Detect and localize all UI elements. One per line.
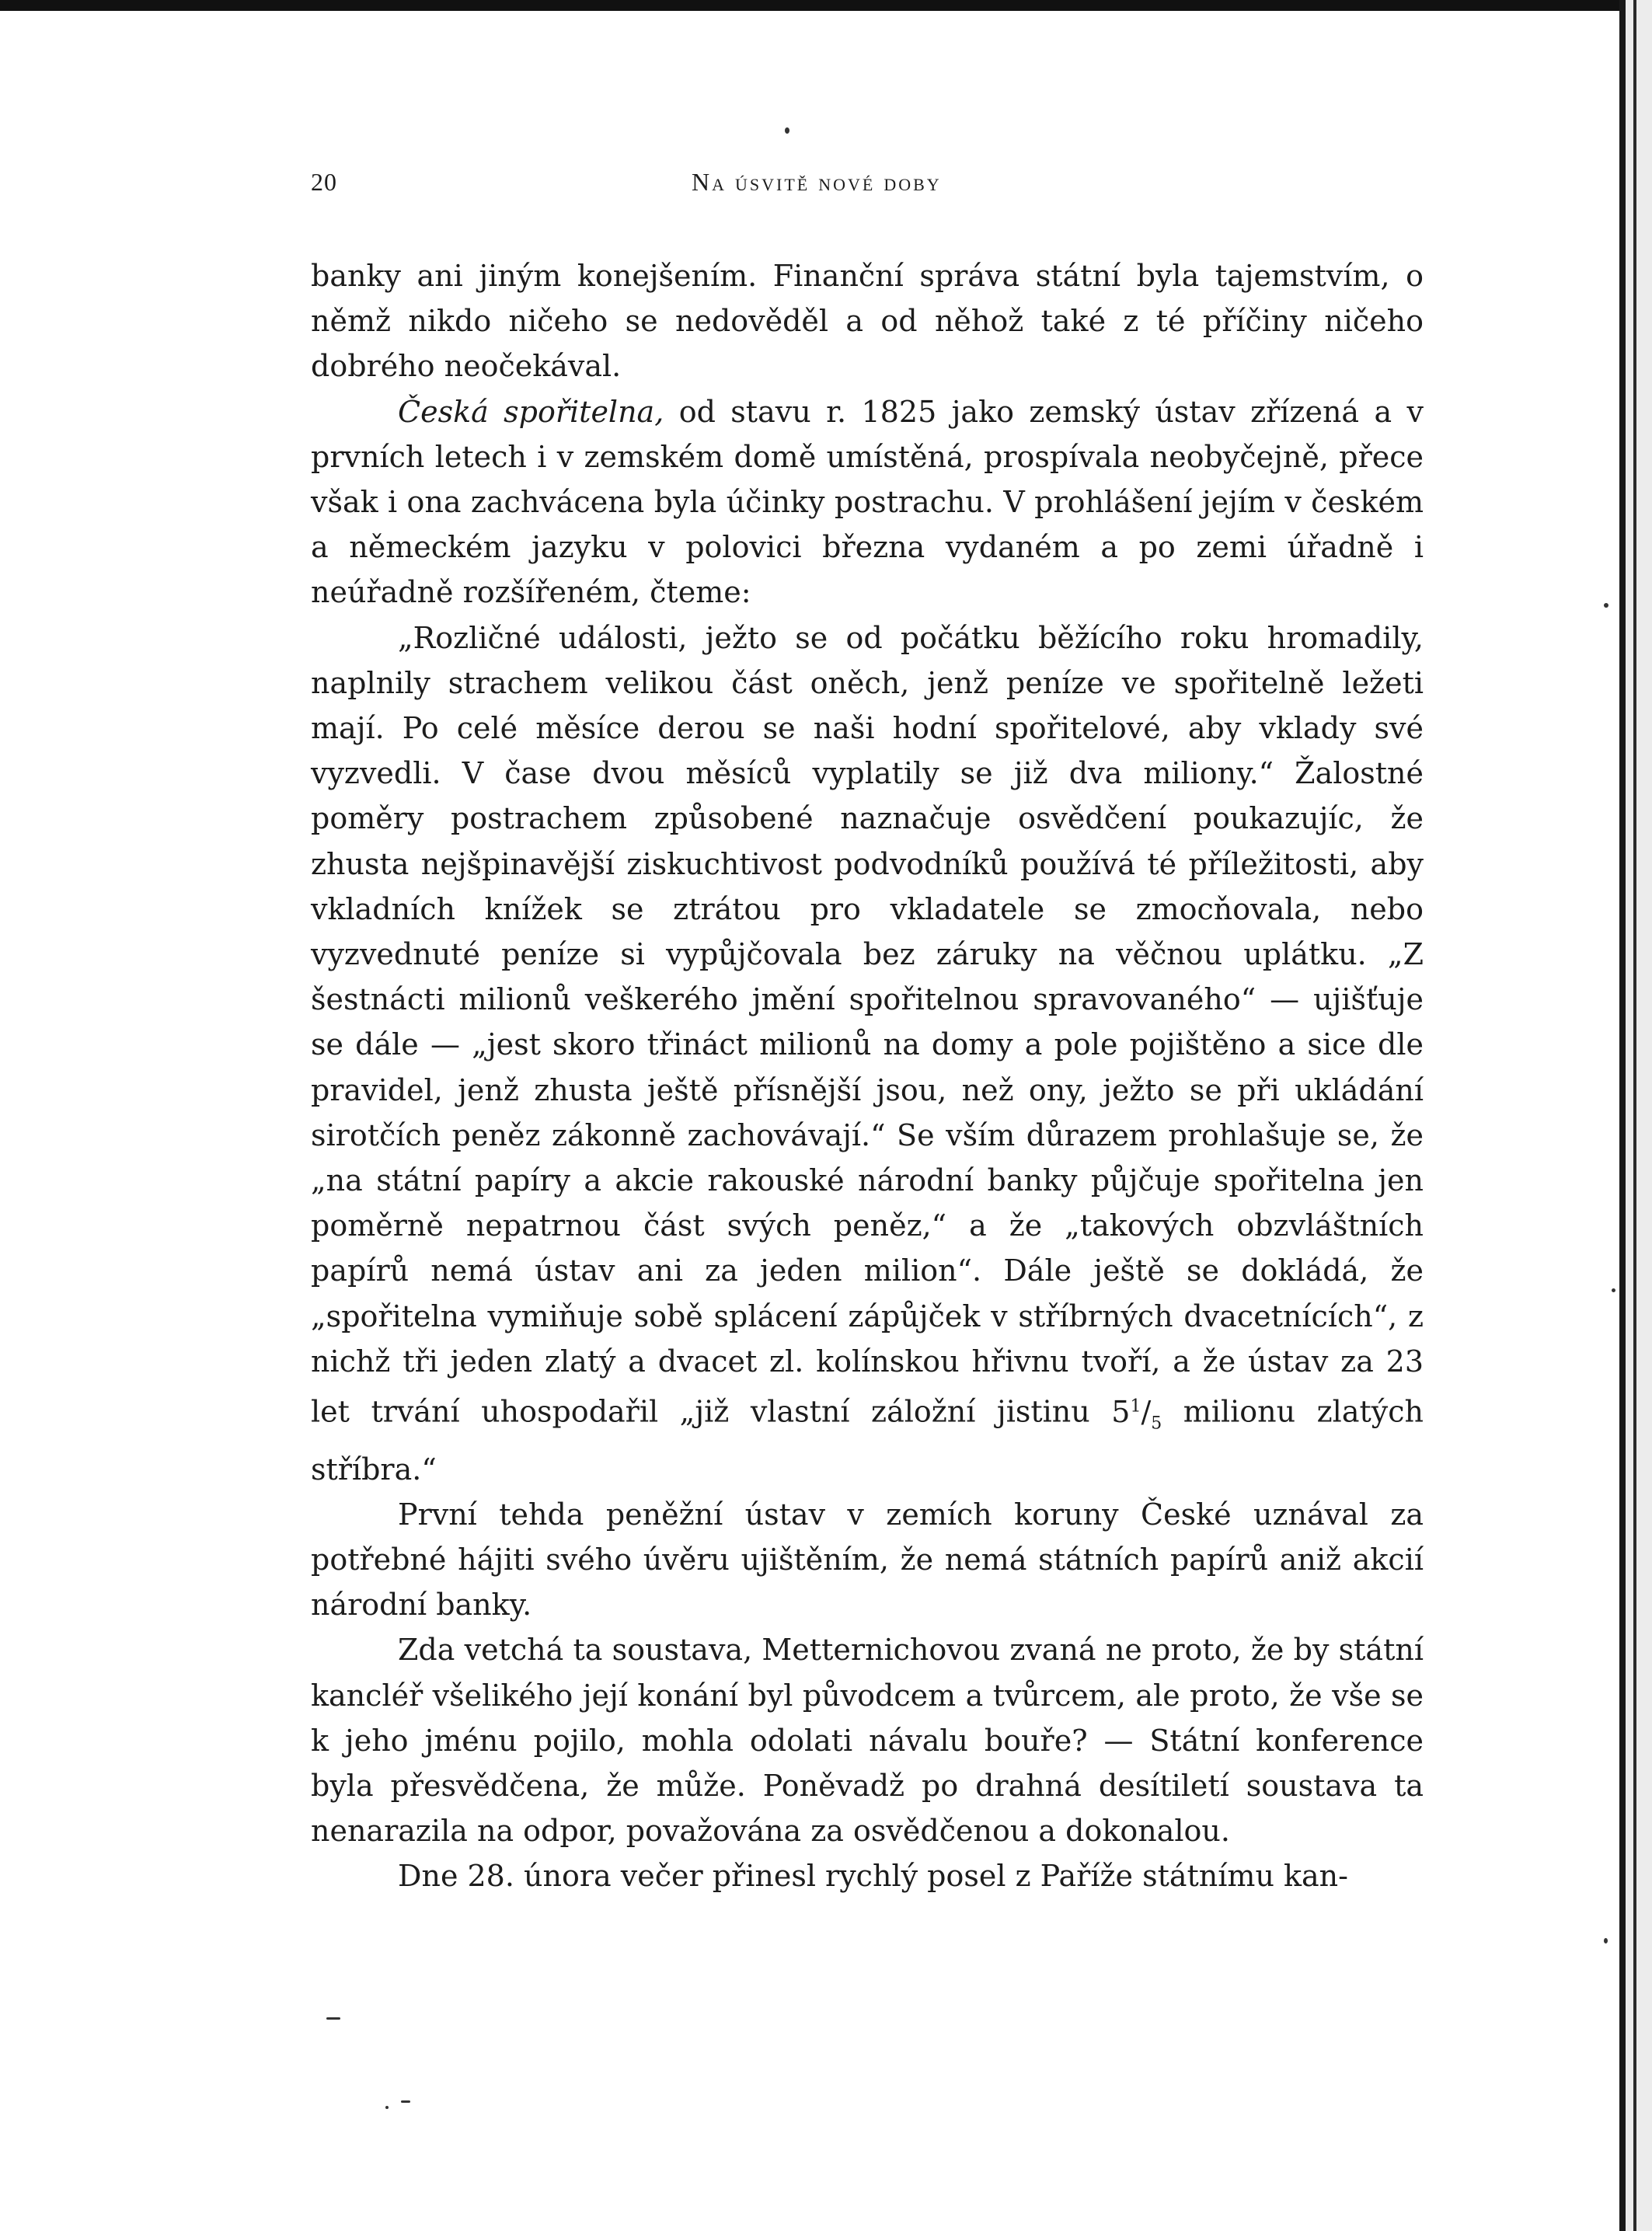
- scan-speck: [326, 2017, 340, 2020]
- fraction-whole: 5: [1111, 1394, 1131, 1429]
- scan-speck: [785, 127, 789, 134]
- running-head: Na úsvitě nové doby: [692, 168, 942, 196]
- fraction-numerator: 1: [1130, 1396, 1141, 1417]
- emphasized-text: Česká spořitelna,: [398, 394, 664, 429]
- page-number: 20: [311, 168, 337, 196]
- fraction: $5^1/_5$: [1111, 1394, 1162, 1434]
- scan-speck: [385, 2106, 389, 2109]
- paragraph: Dne 28. února večer přinesl rychlý posel z Paříže státnímu kan-: [398, 1859, 1348, 1894]
- scan-speck: [1612, 1288, 1615, 1292]
- scan-speck: [1604, 1938, 1608, 1943]
- fraction-denominator: 5: [1151, 1414, 1162, 1434]
- scan-speck: [401, 2100, 410, 2103]
- paragraph-text: milionu zlatých stříbra.“: [311, 1394, 1424, 1487]
- paragraph: [311, 389, 1424, 615]
- scan-border-right: [1619, 0, 1652, 2231]
- scan-border-top: [0, 0, 1652, 11]
- body-text: [311, 253, 1424, 1899]
- paragraph: Zda vetchá ta soustava, Metternichovou zvaná ne proto, že by státní kancléř všelikého její konání byl původcem a tvůrcem, ale proto, že vše se k jeho jménu pojilo, mohla odolati návalu bouře? — Státní konference byla přesvědčena, že může. Poněvadž po drahná desítiletí soustava ta nenarazila na odpor, považována za osvědčenou a dokonalou.: [311, 1633, 1424, 1849]
- scan-speck: [1604, 603, 1608, 608]
- paragraph: banky ani jiným konejšením. Finanční správa státní byla tajemstvím, o němž nikdo ničeho se nedověděl a od něhož také z té příčiny ničeho dobrého neočekával.: [311, 259, 1424, 384]
- paragraph-text: od stavu r. 1825 jako zemský ústav zřízená a v prvních letech i v zemském domě umístěná, prospívala neobyčejně, přece však i ona zachvácena byla účinky postrachu. V prohlášení jejím v českém a německém jazyku v polovici března vydaném a po zemi úřadně i neúřadně rozšířeném, čteme:: [311, 394, 1424, 610]
- paragraph-text: „Rozličné události, ježto se od počátku běžícího roku hromadily, naplnily strachem velikou část oněch, jenž peníze ve spořitelně ležeti mají. Po celé měsíce derou se naši hodní spořitelové, aby vklady své vyzvedli. V čase dvou měsíců vyplatily se již dva miliony.“ Žalostné poměry postrachem způsobené naznačuje osvědčení poukazujíc, že zhusta nejšpinavější ziskuchtivost podvodníků používá té příležitosti, aby vkladních knížek se ztrátou pro vkladatele se zmocňovala, nebo vyzvednuté peníze si vypůjčovala bez záruky na věčnou uplátku. „Z šestnácti milionů veškerého jmění spořitelnou spravovaného“ — ujišťuje se dále — „jest skoro třináct milionů na domy a pole pojištěno a sice dle pravidel, jenž zhusta ještě přísnější jsou, než ony, ježto se při ukládání sirotčích peněz zákonně zachovávají.“ Se vším důrazem prohlašuje se, že „na státní papíry a akcie rakouské národní banky půjčuje spořitelna jen poměrně nepatrnou část svých peněz,“ a že „takových obzvláštních papírů nemá ústav ani za jeden milion“. Dále ještě se dokládá, že „spořitelna vymiňuje sobě splácení zápůjček v stříbrných dvacetnících“, z nichž tři jeden zlatý a dvacet zl. kolínskou hřivnu tvoří, a že ústav za 23 let trvání uhospodařil „již vlastní záložní jistinu: [311, 620, 1424, 1429]
- paragraph: [311, 615, 1424, 1492]
- paragraph: První tehda peněžní ústav v zemích koruny České uznával za potřebné hájiti svého úvěru ujištěním, že nemá státních papírů aniž akcií národní banky.: [311, 1497, 1424, 1623]
